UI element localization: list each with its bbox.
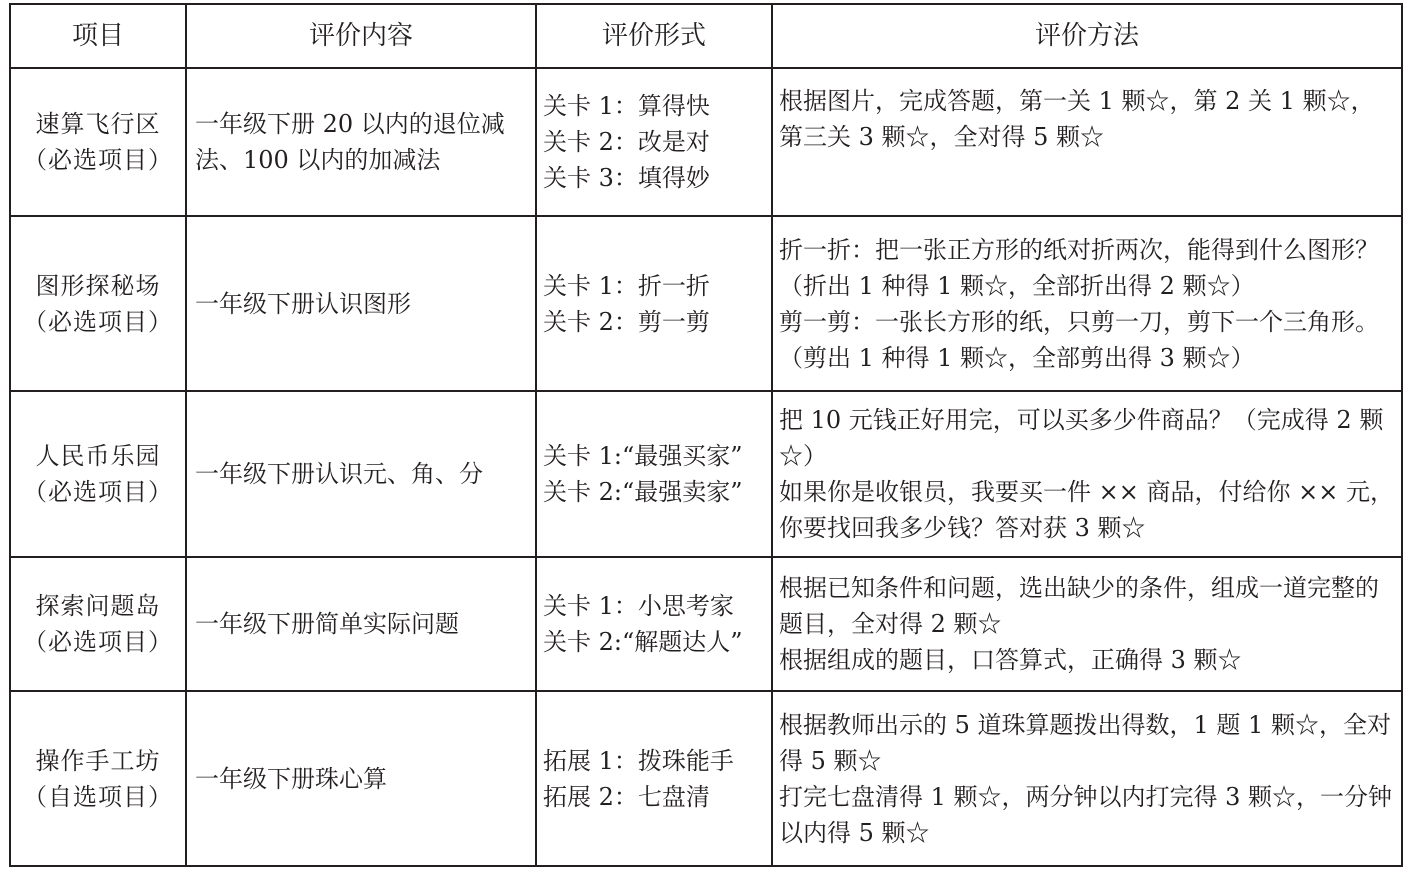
form-cell xyxy=(536,557,772,691)
method-cell xyxy=(772,391,1402,557)
table-row xyxy=(10,68,1402,216)
content-cell: 一年级下册简单实际问题 xyxy=(186,557,536,691)
content-cell: 一年级下册 20 以内的退位减法、100 以内的加减法 xyxy=(186,68,536,216)
method-cell xyxy=(772,216,1402,391)
content-cell: 一年级下册认识元、角、分 xyxy=(186,391,536,557)
item-cell xyxy=(10,691,186,866)
form-cell xyxy=(536,391,772,557)
content-cell: 一年级下册认识图形 xyxy=(186,216,536,391)
form-line: 关卡 1：折一折 xyxy=(543,271,710,300)
method-text: 根据已知条件和问题，选出缺少的条件，组成一道完整的题目，全对得 2 颗☆ xyxy=(779,574,1379,638)
item-cell xyxy=(10,391,186,557)
header-row xyxy=(10,4,1402,68)
form-line: 关卡 1：算得快 xyxy=(543,92,710,120)
form-cell xyxy=(536,68,772,216)
item-name: 速算飞行区 xyxy=(35,110,161,138)
form-cell xyxy=(536,691,772,866)
method-cell xyxy=(772,557,1402,691)
form-line: 关卡 1:“最强买家” xyxy=(543,442,743,470)
item-type: （必选项目） xyxy=(23,478,173,506)
method-text: 折一折：把一张正方形的纸对折两次，能得到什么图形？（折出 1 种得 1 颗☆，全部折出得 2 颗☆） xyxy=(779,235,1379,300)
method-cell xyxy=(772,68,1402,216)
item-type: （必选项目） xyxy=(23,628,173,656)
table-row xyxy=(10,391,1402,557)
content-cell: 一年级下册珠心算 xyxy=(186,691,536,866)
evaluation-table xyxy=(9,3,1403,867)
header-item: 项目 xyxy=(10,4,186,68)
method-text: 如果你是收银员，我要买一件 ×× 商品，付给你 ×× 元，你要找回我多少钱？答对获 3 颗☆ xyxy=(779,478,1394,542)
table-row xyxy=(10,557,1402,691)
table-row xyxy=(10,691,1402,866)
item-cell xyxy=(10,68,186,216)
form-cell xyxy=(536,216,772,391)
method-text: 根据图片，完成答题，第一关 1 颗☆，第 2 关 1 颗☆，第三关 3 颗☆，全对得 5 颗☆ xyxy=(779,87,1375,151)
form-line: 关卡 2：改是对 xyxy=(543,128,710,156)
item-type: （自选项目） xyxy=(23,782,173,811)
method-text: 根据组成的题目，口答算式，正确得 3 颗☆ xyxy=(779,646,1242,674)
item-name: 探索问题岛 xyxy=(35,592,161,620)
item-type: （必选项目） xyxy=(23,146,173,174)
method-text: 剪一剪：一张长方形的纸，只剪一刀，剪下一个三角形。（剪出 1 种得 1 颗☆，全部剪出得 3 颗☆） xyxy=(779,307,1379,372)
item-cell xyxy=(10,216,186,391)
form-line: 关卡 2:“解题达人” xyxy=(543,628,743,656)
item-name: 图形探秘场 xyxy=(35,271,161,300)
form-line: 拓展 1：拨珠能手 xyxy=(543,746,734,775)
item-type: （必选项目） xyxy=(23,307,173,336)
item-name: 操作手工坊 xyxy=(35,746,161,775)
form-line: 关卡 3：填得妙 xyxy=(543,164,710,192)
method-text: 根据教师出示的 5 道珠算题拨出得数，1 题 1 颗☆，全对得 5 颗☆ xyxy=(779,710,1391,775)
form-line: 拓展 2：七盘清 xyxy=(543,782,710,811)
form-line: 关卡 1：小思考家 xyxy=(543,592,734,620)
method-cell xyxy=(772,691,1402,866)
header-content: 评价内容 xyxy=(186,4,536,68)
header-form: 评价形式 xyxy=(536,4,772,68)
form-line: 关卡 2：剪一剪 xyxy=(543,307,710,336)
method-text: 打完七盘清得 1 颗☆，两分钟以内打完得 3 颗☆，一分钟以内得 5 颗☆ xyxy=(779,782,1393,847)
table-row xyxy=(10,216,1402,391)
method-text: 把 10 元钱正好用完，可以买多少件商品？（完成得 2 颗☆） xyxy=(779,406,1384,470)
header-method: 评价方法 xyxy=(772,4,1402,68)
form-line: 关卡 2:“最强卖家” xyxy=(543,478,743,506)
item-cell xyxy=(10,557,186,691)
item-name: 人民币乐园 xyxy=(35,442,161,470)
